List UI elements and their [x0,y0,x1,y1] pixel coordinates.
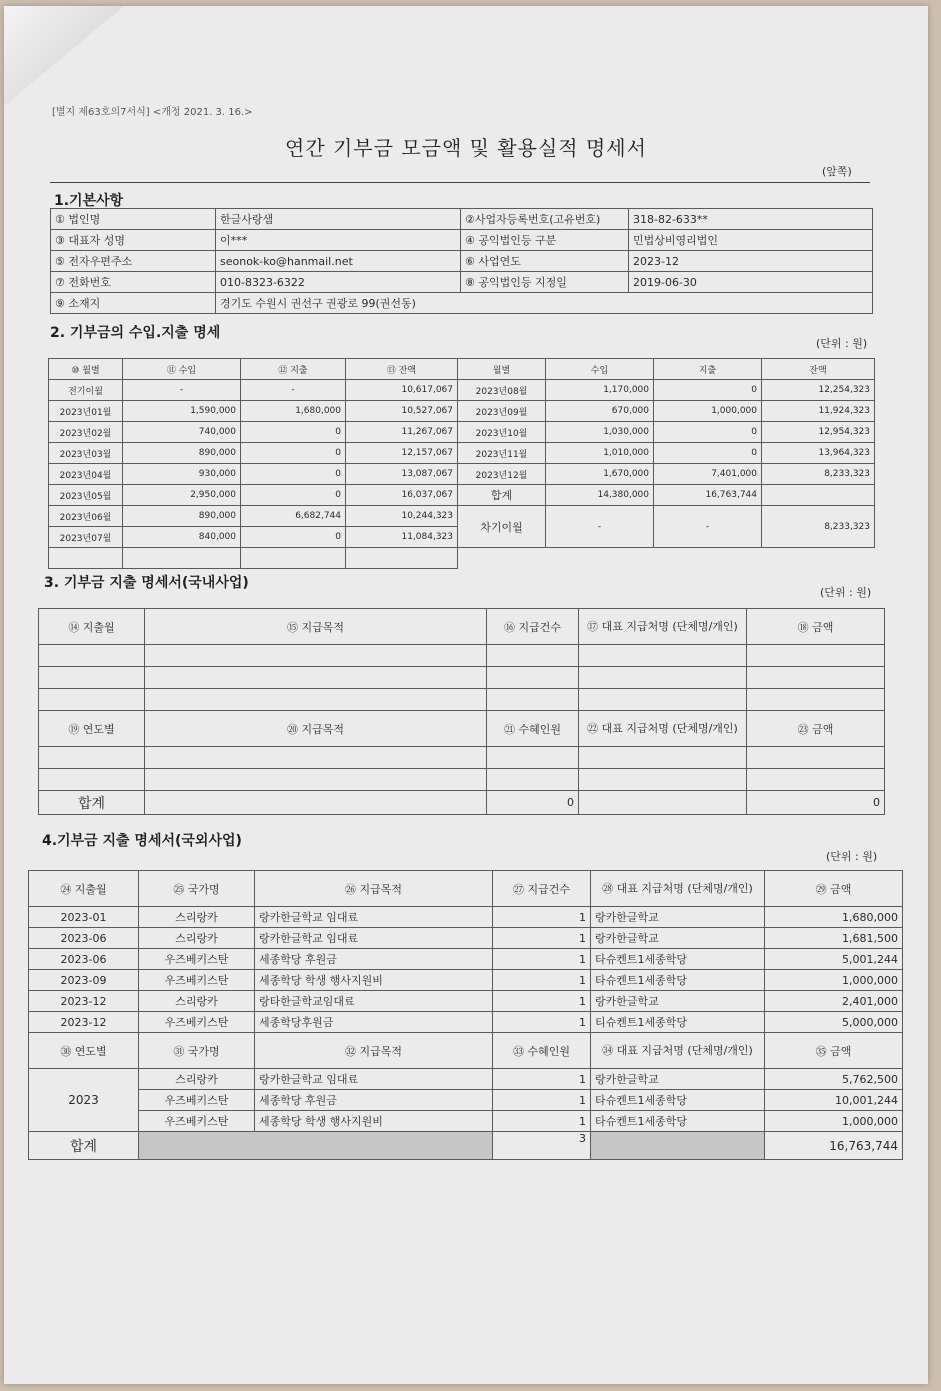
month-cell: 2023년09월 [458,401,546,422]
month-cell: 2023년08월 [458,380,546,401]
blank-cell [487,689,579,711]
th-expense-left: ⑫ 지출 [241,359,346,380]
overseas-total-amount: 16,763,744 [765,1132,903,1160]
th-purpose: ㉖ 지급목적 [255,871,493,907]
expense-cell: 0 [241,485,346,506]
month-cell: 2023년12월 [458,464,546,485]
amount-cell: 1,680,000 [765,907,903,928]
blank-cell [579,689,747,711]
month-cell: 2023년02월 [49,422,123,443]
value-rep-name: 이*** [216,230,461,251]
country-cell: 우즈베키스탄 [139,1111,255,1132]
th-purpose-2: ⑳ 지급목적 [145,711,487,747]
balance-cell: 12,157,067 [346,443,458,464]
th-amount-2: ㉟ 금액 [765,1033,903,1069]
th-beneficiaries: ㉝ 수혜인원 [493,1033,591,1069]
country-cell: 스리랑카 [139,928,255,949]
th-count: ㉗ 지급건수 [493,871,591,907]
blank-cell [39,667,145,689]
purpose-cell: 세종학당 학생 행사지원비 [255,1111,493,1132]
value-biz-no: 318-82-633** [629,209,873,230]
country-cell: 스리랑카 [139,991,255,1012]
month-cell: 2023년03월 [49,443,123,464]
country-cell: 우즈베키스탄 [139,949,255,970]
empty-cell [458,548,875,569]
section1-title: 1.기본사항 [54,193,124,209]
country-cell: 우즈베키스탄 [139,970,255,991]
th-year: ⑲ 연도별 [39,711,145,747]
section4-title: 4.기부금 지출 명세서(국외사업) [42,833,242,849]
overseas-total-label: 합계 [29,1132,139,1160]
th-country: ㉕ 국가명 [139,871,255,907]
count-cell: 1 [493,970,591,991]
income-cell: 1,010,000 [546,443,654,464]
income-cell: 840,000 [123,527,241,548]
section2-title: 2. 기부금의 수입.지출 명세 [50,325,221,341]
amount-cell: 5,762,500 [765,1069,903,1090]
purpose-cell: 랑타한글학교임대료 [255,991,493,1012]
month-cell: 2023년11월 [458,443,546,464]
count-cell: 1 [493,907,591,928]
value-biz-year: 2023-12 [629,251,873,272]
domestic-total-amount: 0 [747,791,885,815]
country-cell: 우즈베키스탄 [139,1012,255,1033]
amount-cell: 10,001,244 [765,1090,903,1111]
country-cell: 스리랑카 [139,907,255,928]
carryover-expense: - [654,506,762,548]
recipient-cell: 타슈켄트1세종학당 [591,970,765,991]
amount-cell: 1,681,500 [765,928,903,949]
th-count: ⑯ 지급건수 [487,609,579,645]
amount-cell: 1,000,000 [765,970,903,991]
balance-cell: 16,037,067 [346,485,458,506]
label-biz-year: ⑥ 사업연도 [461,251,629,272]
purpose-cell: 세종학당 후원금 [255,1090,493,1111]
expense-cell: 0 [654,422,762,443]
amount-cell: 5,000,000 [765,1012,903,1033]
balance-cell: 11,267,067 [346,422,458,443]
balance-cell: 11,084,323 [346,527,458,548]
month-cell: 2023-12 [29,991,139,1012]
th-recipient: ㉘ 대표 지급처명 (단체명/개인) [591,871,765,907]
expense-cell [241,548,346,569]
recipient-cell: 랑카한글학교 [591,907,765,928]
label-biz-no: ②사업자등록번호(고유번호) [461,209,629,230]
value-address: 경기도 수원시 권선구 권광로 99(권선동) [216,293,873,314]
value-designation-date: 2019-06-30 [629,272,873,293]
blank-cell [39,769,145,791]
th-recipient: ⑰ 대표 지급처명 (단체명/개인) [579,609,747,645]
count-cell: 1 [493,1012,591,1033]
blank-cell [747,769,885,791]
th-purpose: ⑮ 지급목적 [145,609,487,645]
th-recipient-2: ㉒ 대표 지급처명 (단체명/개인) [579,711,747,747]
th-amount: ⑱ 금액 [747,609,885,645]
expense-cell: 0 [241,527,346,548]
shaded-cell [591,1132,765,1160]
blank-cell [39,645,145,667]
expense-cell: - [241,380,346,401]
count-cell: 1 [493,949,591,970]
country-cell: 스리랑카 [139,1069,255,1090]
label-email: ⑤ 전자우편주소 [51,251,216,272]
total-balance [762,485,875,506]
income-cell: 1,030,000 [546,422,654,443]
expense-cell: 0 [241,422,346,443]
income-cell [123,548,241,569]
section3-title: 3. 기부금 지출 명세서(국내사업) [44,575,249,591]
carryover-income: - [546,506,654,548]
th-income-left: ⑪ 수입 [123,359,241,380]
income-cell: 890,000 [123,506,241,527]
th-income-right: 수입 [546,359,654,380]
month-cell: 2023-06 [29,928,139,949]
blank-cell [579,791,747,815]
beneficiaries-cell: 1 [493,1069,591,1090]
blank-cell [487,667,579,689]
expense-cell: 0 [654,443,762,464]
month-cell: 전기이월 [49,380,123,401]
recipient-cell: 랑카한글학교 [591,991,765,1012]
section4-unit: (단위 : 원) [826,850,878,863]
month-cell: 2023-09 [29,970,139,991]
section3-unit: (단위 : 원) [820,586,872,599]
income-cell: 670,000 [546,401,654,422]
month-cell: 2023-06 [29,949,139,970]
value-corp-name: 한글사랑샘 [216,209,461,230]
blank-cell [747,667,885,689]
th-country-2: ㉛ 국가명 [139,1033,255,1069]
month-cell: 2023년04월 [49,464,123,485]
label-phone: ⑦ 전화번호 [51,272,216,293]
month-cell: 2023년07월 [49,527,123,548]
th-amount: ㉙ 금액 [765,871,903,907]
month-cell: 2023년01월 [49,401,123,422]
recipient-cell: 랑카한글학교 [591,1069,765,1090]
amount-cell: 1,000,000 [765,1111,903,1132]
label-corp-name: ① 법인명 [51,209,216,230]
income-cell: 930,000 [123,464,241,485]
total-income: 14,380,000 [546,485,654,506]
document-page [4,6,928,1384]
blank-cell [145,747,487,769]
label-address: ⑨ 소재지 [51,293,216,314]
income-cell: 1,670,000 [546,464,654,485]
purpose-cell: 랑카한글학교 임대료 [255,907,493,928]
balance-cell: 13,964,323 [762,443,875,464]
th-expense-month: ㉔ 지출월 [29,871,139,907]
month-cell: 2023년05월 [49,485,123,506]
expense-cell: 6,682,744 [241,506,346,527]
blank-cell [747,747,885,769]
balance-cell: 10,527,067 [346,401,458,422]
blank-cell [487,645,579,667]
expense-cell: 0 [654,380,762,401]
purpose-cell: 랑카한글학교 임대료 [255,1069,493,1090]
purpose-cell: 세종학당후원금 [255,1012,493,1033]
title-rule [50,182,870,183]
overseas-table [28,870,903,1160]
blank-cell [487,747,579,769]
month-cell: 2023년06월 [49,506,123,527]
balance-cell: 12,254,323 [762,380,875,401]
balance-cell: 11,924,323 [762,401,875,422]
blank-cell [145,791,487,815]
front-side-label: (앞쪽) [822,165,852,178]
blank-cell [145,689,487,711]
balance-cell: 13,087,067 [346,464,458,485]
balance-cell: 8,233,323 [762,464,875,485]
purpose-cell: 세종학당 학생 행사지원비 [255,970,493,991]
th-expense-month: ⑭ 지출월 [39,609,145,645]
shaded-cell [139,1132,493,1160]
th-beneficiaries: ㉑ 수혜인원 [487,711,579,747]
overseas-total-count: 3 [493,1132,591,1160]
expense-cell: 0 [241,443,346,464]
th-expense-right: 지출 [654,359,762,380]
expense-cell: 1,680,000 [241,401,346,422]
balance-cell: 10,617,067 [346,380,458,401]
blank-cell [579,747,747,769]
label-designation-date: ⑧ 공익법인등 지정일 [461,272,629,293]
blank-cell [145,769,487,791]
value-phone: 010-8323-6322 [216,272,461,293]
purpose-cell: 랑카한글학교 임대료 [255,928,493,949]
expense-cell: 7,401,000 [654,464,762,485]
expense-cell: 0 [241,464,346,485]
blank-cell [145,667,487,689]
label-rep-name: ③ 대표자 성명 [51,230,216,251]
document-title: 연간 기부금 모금액 및 활용실적 명세서 [285,136,647,160]
page-curl [4,6,124,106]
blank-cell [487,769,579,791]
year-cell: 2023 [29,1069,139,1132]
income-expense-table [48,358,875,569]
month-cell: 2023년10월 [458,422,546,443]
recipient-cell: 랑카한글학교 [591,928,765,949]
blank-cell [579,769,747,791]
blank-cell [747,645,885,667]
recipient-cell: 타슈켄트1세종학당 [591,1111,765,1132]
th-amount-2: ㉓ 금액 [747,711,885,747]
amount-cell: 5,001,244 [765,949,903,970]
recipient-cell: 타슈켄트1세종학당 [591,949,765,970]
income-cell: 890,000 [123,443,241,464]
th-balance-left: ⑬ 잔액 [346,359,458,380]
total-expense: 16,763,744 [654,485,762,506]
carryover-label: 차기이월 [458,506,546,548]
blank-cell [747,689,885,711]
domestic-table [38,608,885,815]
expense-cell: 1,000,000 [654,401,762,422]
country-cell: 우즈베키스탄 [139,1090,255,1111]
beneficiaries-cell: 1 [493,1090,591,1111]
th-recipient-2: ㉞ 대표 지급처명 (단체명/개인) [591,1033,765,1069]
th-balance-right: 잔액 [762,359,875,380]
income-cell: 2,950,000 [123,485,241,506]
count-cell: 1 [493,991,591,1012]
total-label: 합계 [458,485,546,506]
basic-info-table [50,208,873,314]
carryover-balance: 8,233,323 [762,506,875,548]
balance-cell: 12,954,323 [762,422,875,443]
blank-cell [145,645,487,667]
th-purpose-2: ㉜ 지급목적 [255,1033,493,1069]
form-note: [별지 제63호의7서식] <개정 2021. 3. 16.> [52,107,253,118]
month-cell: 2023-12 [29,1012,139,1033]
blank-cell [39,689,145,711]
th-year: ㉚ 연도별 [29,1033,139,1069]
income-cell: 740,000 [123,422,241,443]
beneficiaries-cell: 1 [493,1111,591,1132]
income-cell: 1,590,000 [123,401,241,422]
month-cell: 2023-01 [29,907,139,928]
count-cell: 1 [493,928,591,949]
income-cell: - [123,380,241,401]
value-corp-type: 민법상비영리법인 [629,230,873,251]
amount-cell: 2,401,000 [765,991,903,1012]
th-month-left: ⑩ 월별 [49,359,123,380]
blank-cell [39,747,145,769]
purpose-cell: 세종학당 후원금 [255,949,493,970]
income-cell: 1,170,000 [546,380,654,401]
domestic-total-count: 0 [487,791,579,815]
th-month-right: 월별 [458,359,546,380]
balance-cell [346,548,458,569]
month-cell [49,548,123,569]
blank-cell [579,667,747,689]
domestic-total-label: 합계 [39,791,145,815]
blank-cell [579,645,747,667]
recipient-cell: 타슈켄트1세종학당 [591,1090,765,1111]
value-email: seonok-ko@hanmail.net [216,251,461,272]
recipient-cell: 티슈켄트1세종학당 [591,1012,765,1033]
balance-cell: 10,244,323 [346,506,458,527]
label-corp-type: ④ 공익법인등 구분 [461,230,629,251]
section2-unit: (단위 : 원) [816,337,868,350]
